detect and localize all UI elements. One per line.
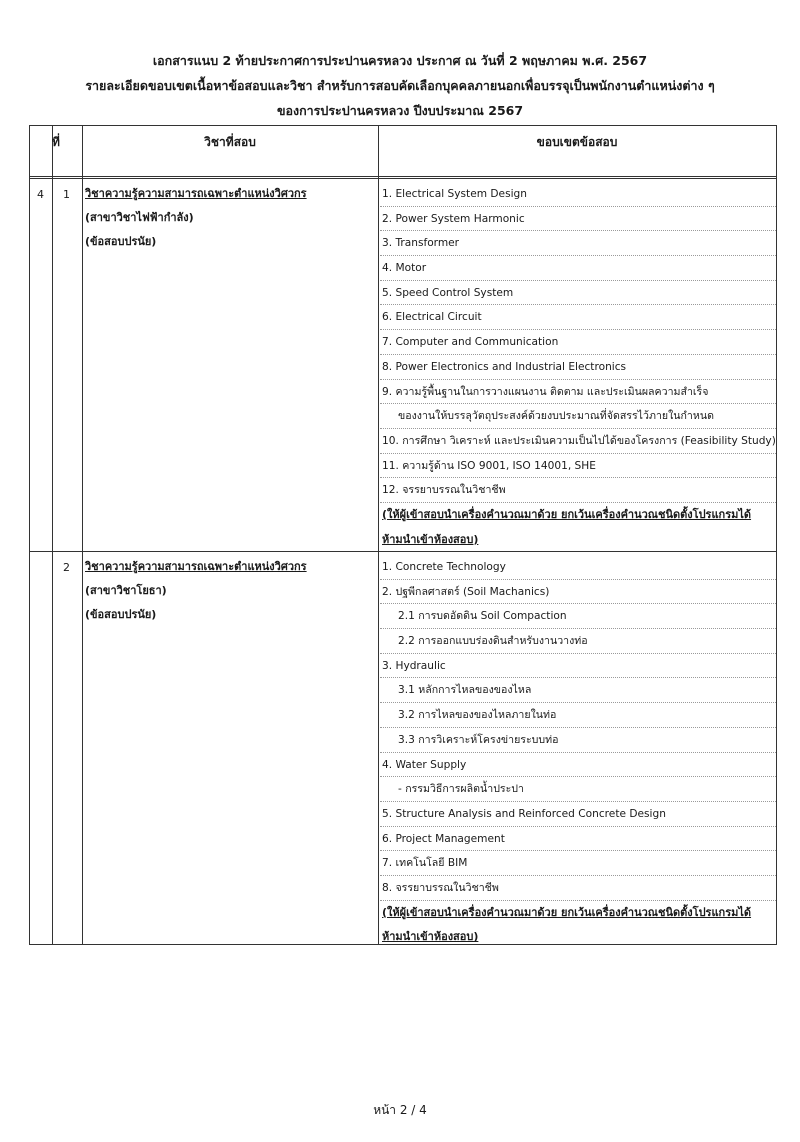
- scope-item: 1. Electrical System Design: [380, 182, 776, 207]
- header-row-divider: [30, 176, 776, 177]
- scope-item: 2.1 การบดอัดดิน Soil Compaction: [380, 604, 776, 629]
- exam-type: (ข้อสอบปรนัย): [85, 235, 157, 248]
- scope-item: 8. จรรยาบรรณในวิชาชีพ: [380, 876, 776, 901]
- scope-item: 12. จรรยาบรรณในวิชาชีพ: [380, 478, 776, 503]
- row-number: 1: [63, 188, 70, 201]
- scope-item: - กรรมวิธีการผลิตน้ำประปา: [380, 777, 776, 802]
- group-number: 4: [37, 188, 44, 201]
- header-subject: วิชาที่สอบ: [204, 135, 256, 149]
- scope-item: 2.2 การออกแบบร่องดินสำหรับงานวางท่อ: [380, 629, 776, 654]
- exam-type: (ข้อสอบปรนัย): [85, 608, 157, 621]
- scope-item: 6. Electrical Circuit: [380, 305, 776, 330]
- subject-branch: (สาขาวิชาไฟฟ้ากำลัง): [85, 211, 194, 224]
- row-number: 2: [63, 561, 70, 574]
- calculator-note: ห้ามนำเข้าห้องสอบ): [382, 532, 479, 546]
- scope-item: 5. Speed Control System: [380, 281, 776, 306]
- subject-cell: [85, 182, 307, 254]
- scope-item: 3. Hydraulic: [380, 654, 776, 679]
- column-divider: [52, 126, 53, 944]
- header-line-3: ของการประปานครหลวง ปีงบประมาณ 2567: [276, 103, 524, 118]
- subject-branch: (สาขาวิชาโยธา): [85, 584, 167, 597]
- calculator-note: (ให้ผู้เข้าสอบนำเครื่องคำนวณมาด้วย ยกเว้นเครื่องคำนวณชนิดตั้งโปรแกรมได้: [382, 507, 752, 521]
- subject-title: วิชาความรู้ความสามารถเฉพาะตำแหน่งวิศวกร: [85, 560, 307, 573]
- scope-item: 7. เทคโนโลยี BIM: [380, 851, 776, 876]
- header-line-1: เอกสารแนบ 2 ท้ายประกาศการประปานครหลวง ประกาศ ณ วันที่ 2 พฤษภาคม พ.ศ. 2567: [152, 53, 648, 68]
- scope-cell: [380, 555, 776, 950]
- page-number: หน้า 2 / 4: [373, 1103, 427, 1117]
- scope-item: 3. Transformer: [380, 231, 776, 256]
- scope-item: 11. ความรู้ด้าน ISO 9001, ISO 14001, SHE: [380, 454, 776, 479]
- scope-item: 2. ปฐพีกลศาสตร์ (Soil Machanics): [380, 580, 776, 605]
- column-divider: [82, 126, 83, 944]
- document-header: [0, 48, 800, 123]
- scope-item: 3.2 การไหลของของไหลภายในท่อ: [380, 703, 776, 728]
- scope-item: 9. ความรู้พื้นฐานในการวางแผนงาน ติดตาม และประเมินผลความสำเร็จ: [380, 380, 776, 405]
- scope-item: 4. Water Supply: [380, 753, 776, 778]
- column-divider: [378, 126, 379, 944]
- subject-title: วิชาความรู้ความสามารถเฉพาะตำแหน่งวิศวกร: [85, 187, 307, 200]
- header-no: ที่: [52, 135, 60, 149]
- scope-item: ของงานให้บรรลุวัตถุประสงค์ด้วยงบประมาณที่จัดสรรไว้ภายในกำหนด: [380, 404, 776, 429]
- scope-item: 7. Computer and Communication: [380, 330, 776, 355]
- scope-item: 4. Motor: [380, 256, 776, 281]
- scope-item: 8. Power Electronics and Industrial Electronics: [380, 355, 776, 380]
- calculator-note: (ให้ผู้เข้าสอบนำเครื่องคำนวณมาด้วย ยกเว้นเครื่องคำนวณชนิดตั้งโปรแกรมได้: [382, 905, 752, 919]
- scope-item: 2. Power System Harmonic: [380, 207, 776, 232]
- header-scope: ขอบเขตข้อสอบ: [536, 135, 618, 149]
- scope-cell: [380, 182, 776, 552]
- calculator-note: ห้ามนำเข้าห้องสอบ): [382, 930, 479, 944]
- scope-item: 3.1 หลักการไหลของของไหล: [380, 678, 776, 703]
- subject-cell: [85, 555, 307, 627]
- scope-item: 3.3 การวิเคราะห์โครงข่ายระบบท่อ: [380, 728, 776, 753]
- scope-item: 6. Project Management: [380, 827, 776, 852]
- header-row-divider: [30, 178, 776, 179]
- header-line-2: รายละเอียดขอบเขตเนื้อหาข้อสอบและวิชา สำหรับการสอบคัดเลือกบุคคลภายนอกเพื่อบรรจุเป็นพนักงานตำแหน่งต่าง ๆ: [85, 78, 715, 93]
- scope-item: 1. Concrete Technology: [380, 555, 776, 580]
- scope-item: 10. การศึกษา วิเคราะห์ และประเมินความเป็นไปได้ของโครงการ (Feasibility Study): [380, 429, 776, 454]
- exam-scope-table: [29, 125, 777, 945]
- scope-item: 5. Structure Analysis and Reinforced Concrete Design: [380, 802, 776, 827]
